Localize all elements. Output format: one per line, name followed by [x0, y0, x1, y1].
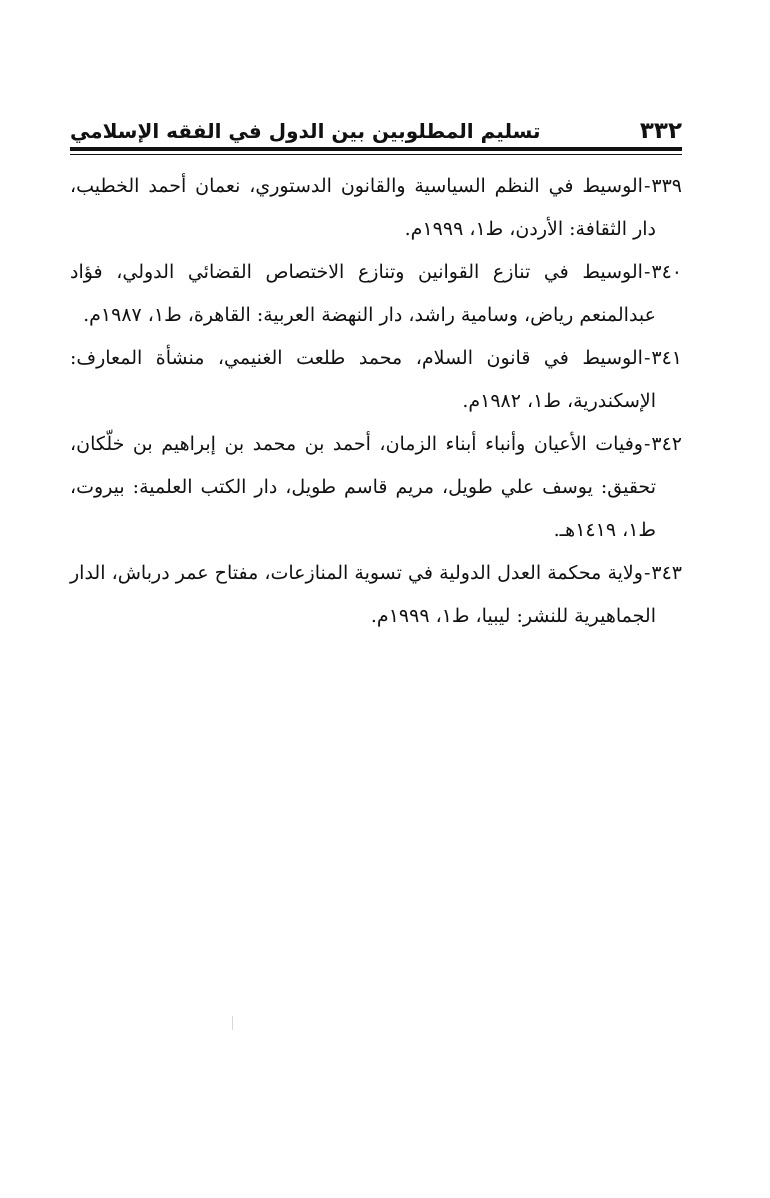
reference-number: ٣٤٣ — [651, 562, 682, 584]
reference-separator: - — [643, 433, 651, 455]
running-title: تسليم المطلوبين بين الدول في الفقه الإسلامي — [70, 119, 541, 143]
reference-text: ولاية محكمة العدل الدولية في تسوية المنازعات، مفتاح عمر درباش، الدار الجماهيرية للنشر: ليبيا، ط١، ١٩٩٩م. — [70, 562, 656, 627]
reference-text: الوسيط في النظم السياسية والقانون الدستوري، نعمان أحمد الخطيب، دار الثقافة: الأردن، ط١، ١٩٩٩م. — [70, 175, 656, 240]
reference-text: وفيات الأعيان وأنباء أبناء الزمان، أحمد بن محمد بن إبراهيم بن خلّكان، تحقيق: يوسف علي طويل، مريم قاسم طويل، دار الكتب العلمية: بيروت، ط١، ١٤١٩هـ. — [70, 433, 656, 541]
reference-list — [70, 165, 682, 638]
reference-entry-342 — [70, 423, 682, 552]
running-header — [70, 116, 682, 146]
reference-entry-339 — [70, 165, 682, 251]
reference-text: الوسيط في تنازع القوانين وتنازع الاختصاص القضائي الدولي، فؤاد عبدالمنعم رياض، وسامية راشد، دار النهضة العربية: القاهرة، ط١، ١٩٨٧م. — [70, 261, 656, 326]
scan-mark — [232, 1016, 233, 1030]
reference-text: الوسيط في قانون السلام، محمد طلعت الغنيمي، منشأة المعارف: الإسكندرية، ط١، ١٩٨٢م. — [70, 347, 656, 412]
reference-separator: - — [643, 562, 651, 584]
reference-entry-341 — [70, 337, 682, 423]
reference-number: ٣٤٢ — [651, 433, 682, 455]
reference-number: ٣٤١ — [651, 347, 682, 369]
reference-entry-340 — [70, 251, 682, 337]
page-number: ٣٣٢ — [639, 118, 682, 144]
reference-number: ٣٤٠ — [651, 261, 682, 283]
header-rule-thick — [70, 147, 682, 151]
reference-separator: - — [643, 261, 651, 283]
reference-number: ٣٣٩ — [651, 175, 682, 197]
reference-entry-343 — [70, 552, 682, 638]
reference-separator: - — [643, 347, 651, 369]
reference-separator: - — [643, 175, 651, 197]
header-rule-thin — [70, 154, 682, 155]
